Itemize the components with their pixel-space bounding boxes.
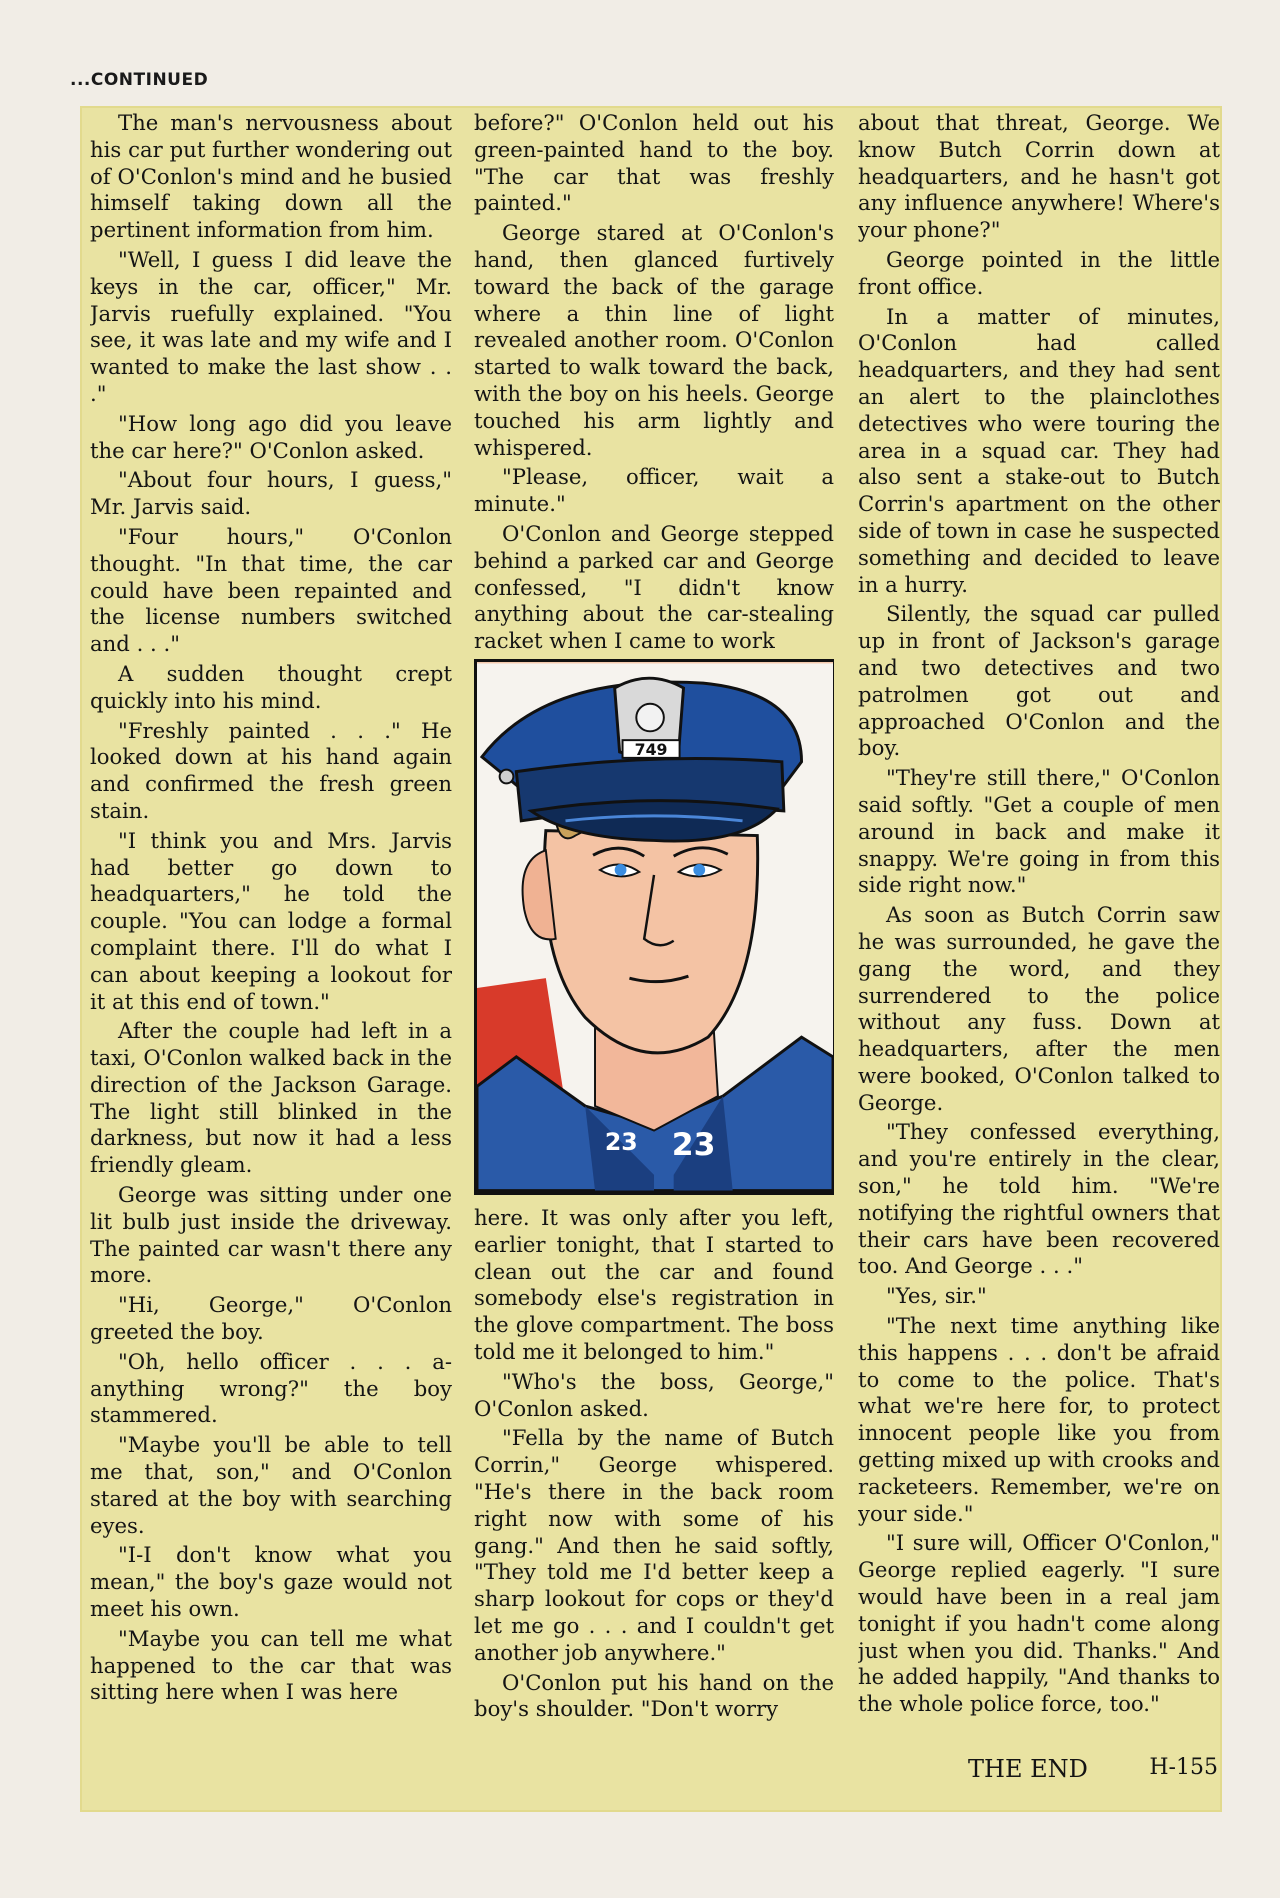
paragraph: "Maybe you can tell me what happened to the car that was sitting here when I was here (90, 1625, 452, 1705)
column-2-top (474, 110, 834, 653)
paragraph: A sudden thought crept quickly into his mind. (90, 660, 452, 713)
paragraph: O'Conlon put his hand on the boy's shoulder. "Don't worry (474, 1669, 834, 1722)
the-end-label: THE END (968, 1755, 1088, 1783)
continued-header: ...CONTINUED (70, 70, 209, 90)
paragraph: "Fella by the name of Butch Corrin," George whispered. "He's there in the back room right now with some of his gang." And then he said softly, "They told me I'd better keep a sharp lookout for cops or they'd let me go . . . and I couldn't get another job anywhere." (474, 1425, 834, 1665)
paragraph: George was sitting under one lit bulb just inside the driveway. The painted car wasn't there any more. (90, 1182, 452, 1288)
page-footer (968, 1755, 1218, 1783)
paragraph: "About four hours, I guess," Mr. Jarvis said. (90, 467, 452, 520)
paragraph: before?" O'Conlon held out his green-painted hand to the boy. "The car that was freshly painted." (474, 110, 834, 216)
column-2 (474, 110, 834, 1800)
paragraph: "I sure will, Officer O'Conlon," George replied eagerly. "I sure would have been in a real jam tonight if you hadn't come along just when you did. Thanks." And he added happily, "And thanks to the whole police force, too." (858, 1530, 1220, 1717)
paragraph: "Yes, sir." (886, 1283, 987, 1309)
paragraph: "How long ago did you leave the car here?" O'Conlon asked. (90, 410, 452, 463)
collar-number-left: 23 (604, 1128, 638, 1157)
column-3 (858, 110, 1220, 1800)
paragraph: "They confessed everything, and you're entirely in the clear, son," he told him. "We're notifying the rightful owners that their cars have been recovered too. And George . . ." (858, 1119, 1220, 1279)
paragraph: "Oh, hello officer . . . a-anything wrong?" the boy stammered. (90, 1348, 452, 1428)
paragraph: "Freshly painted . . ." He looked down at his hand again and confirmed the fresh green stain. (90, 717, 452, 823)
paragraph: about that threat, George. We know Butch Corrin down at headquarters, and he hasn't got any influence anywhere! Where's your phone?" (858, 110, 1220, 243)
paragraph: "Who's the boss, George," O'Conlon asked. (474, 1368, 834, 1421)
paragraph: George stared at O'Conlon's hand, then glanced furtively toward the back of the garage where a thin line of light revealed another room. O'Conlon started to walk toward the back, with the boy on his heels. George touched his arm lightly and whispered. (474, 220, 834, 460)
paragraph: In a matter of minutes, O'Conlon had called headquarters, and they had sent an alert to the plainclothes detectives who were touring the area in a squad car. They had also sent a stake-out to Butch Corrin's apartment on the other side of town in case he suspected something and decided to leave in a hurry. (858, 303, 1220, 597)
paragraph: here. It was only after you left, earlier tonight, that I started to clean out the car and found somebody else's registration in the glove compartment. The boss told me it belonged to him." (474, 1205, 834, 1364)
paragraph: The man's nervousness about his car put further wondering out of O'Conlon's mind and he busied himself taking down all the pertinent information from him. (90, 110, 452, 243)
collar-number-right: 23 (671, 1127, 716, 1164)
paragraph: "They're still there," O'Conlon said softly. "Get a couple of men around in back and make it snappy. We're going in from this side right now." (858, 765, 1220, 898)
paragraph: "Four hours," O'Conlon thought. "In that time, the car could have been repainted and the license numbers switched and . . ." (90, 523, 452, 657)
paragraph: "I think you and Mrs. Jarvis had better go down to headquarters," he told the couple. "You can lodge a formal complaint there. I'll do what I can about keeping a lookout for it at this end of town." (90, 827, 452, 1014)
paragraph: George pointed in the little front office. (858, 246, 1220, 299)
paragraph: After the couple had left in a taxi, O'Conlon walked back in the direction of the Jackson Garage. The light still blinked in the darkness, but now it had a less friendly gleam. (90, 1018, 452, 1178)
police-officer-illustration (474, 659, 834, 1195)
paragraph: O'Conlon and George stepped behind a parked car and George confessed, "I didn't know anything about the car-stealing racket when I came to work (474, 520, 834, 653)
paragraph: Silently, the squad car pulled up in front of Jackson's garage and two detectives and two patrolmen got out and approached O'Conlon and the boy. (858, 601, 1220, 761)
paragraph: "I-I don't know what you mean," the boy's gaze would not meet his own. (90, 1542, 452, 1622)
paragraph: "Maybe you'll be able to tell me that, son," and O'Conlon stared at the boy with searching eyes. (90, 1432, 452, 1538)
paragraph: "Hi, George," O'Conlon greeted the boy. (90, 1292, 452, 1345)
badge-number: 749 (634, 739, 668, 759)
paragraph: "Well, I guess I did leave the keys in the car, officer," Mr. Jarvis ruefully explained. "You see, it was late and my wife and I wanted to make the last show . . ." (90, 246, 452, 406)
page-code: H-155 (1149, 1755, 1218, 1780)
paragraph: "Please, officer, wait a minute." (474, 464, 834, 517)
officer-portrait-image (477, 662, 833, 1192)
column-1 (90, 110, 452, 1800)
paragraph: "The next time anything like this happens . . . don't be afraid to come to the police. That's what we're here for, to protect innocent people like you from getting mixed up with crooks and racketeers. Remember, we're on your side." (858, 1313, 1220, 1526)
paragraph: As soon as Butch Corrin saw he was surrounded, he gave the gang the word, and they surrendered to the police without any fuss. Down at headquarters, after the men were booked, O'Conlon talked to George. (858, 902, 1220, 1115)
